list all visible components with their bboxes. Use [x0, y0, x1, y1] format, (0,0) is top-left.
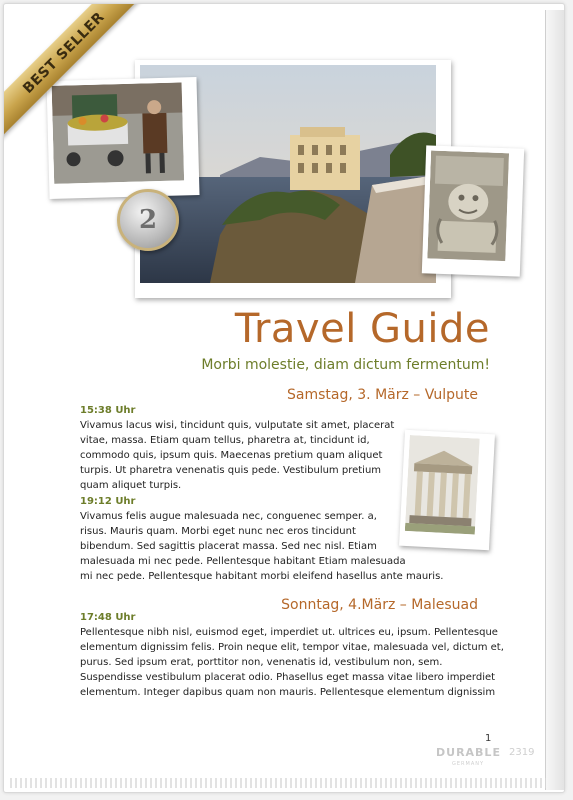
temple-photo — [399, 430, 495, 551]
temple-image — [405, 435, 480, 535]
entry-time: 17:48 Uhr — [80, 612, 136, 623]
section-heading-sunday: Sonntag, 4.März – Malesuad — [281, 597, 478, 613]
page-subtitle: Morbi molestie, diam dictum fermentum! — [201, 357, 490, 373]
section-heading-saturday: Samstag, 3. März – Vulpute — [287, 387, 478, 403]
document-sheet — [3, 3, 565, 793]
brand-origin: GERMANY — [452, 761, 485, 767]
best-seller-label: BEST SELLER — [4, 4, 152, 141]
best-seller-ribbon — [4, 4, 154, 154]
entry-text: Pellentesque nibh nisl, euismod eget, imperdiet ut. ultrices eu, ipsum. Pellentesque elementum dignissim felis. Proin neque elit, tempor vitae, malesuada vel, dictum et, purus. Sed ipsum erat, porttitor non, venenatis id, vestibulum non, sem. Suspendisse vestibulum placerat odio. Phasellus eget massa vitae libero imperdiet elementum. Integer dapibus quam non mauris. Pellentesque elementum dignissim — [80, 627, 504, 698]
entry-time: 15:38 Uhr — [80, 405, 136, 416]
brand-logo: DURABLE — [436, 746, 501, 759]
entry-text: Vivamus felis augue malesuada nec, conguenec semper. a, risus. Mauris quam. Morbi eget nunc nec eros tincidunt bibendum. Sed sagittis placerat massa. Sed nec nisl. Etiam malesuada mi nec pede. Pellentesque habitant Etiam malesuada mi nec pede. Pellentesque habitant morbi eleifend hasellus ante mauris. — [80, 511, 444, 582]
sleeve-edge — [545, 10, 564, 790]
fountain-image — [427, 151, 509, 262]
page-title: Travel Guide — [234, 306, 490, 352]
perforated-strip — [10, 778, 546, 788]
entry-text: Vivamus lacus wisi, tincidunt quis, vulputate sit amet, placerat vitae, massa. Etiam quam tellus, pharetra at, tincidunt id, commodo quis, ipsum quis. Maecenas pretium quam aliquet turpis. Ut pharetra venenatis quis pede. Vestibulum pretium quam aliquet turpis. — [80, 420, 395, 491]
page-number: 1 — [485, 733, 492, 744]
product-code: 2319 — [509, 747, 535, 758]
entry-time: 19:12 Uhr — [80, 496, 136, 507]
fountain-photo — [422, 145, 524, 276]
euro-coin: 2 — [117, 189, 179, 251]
